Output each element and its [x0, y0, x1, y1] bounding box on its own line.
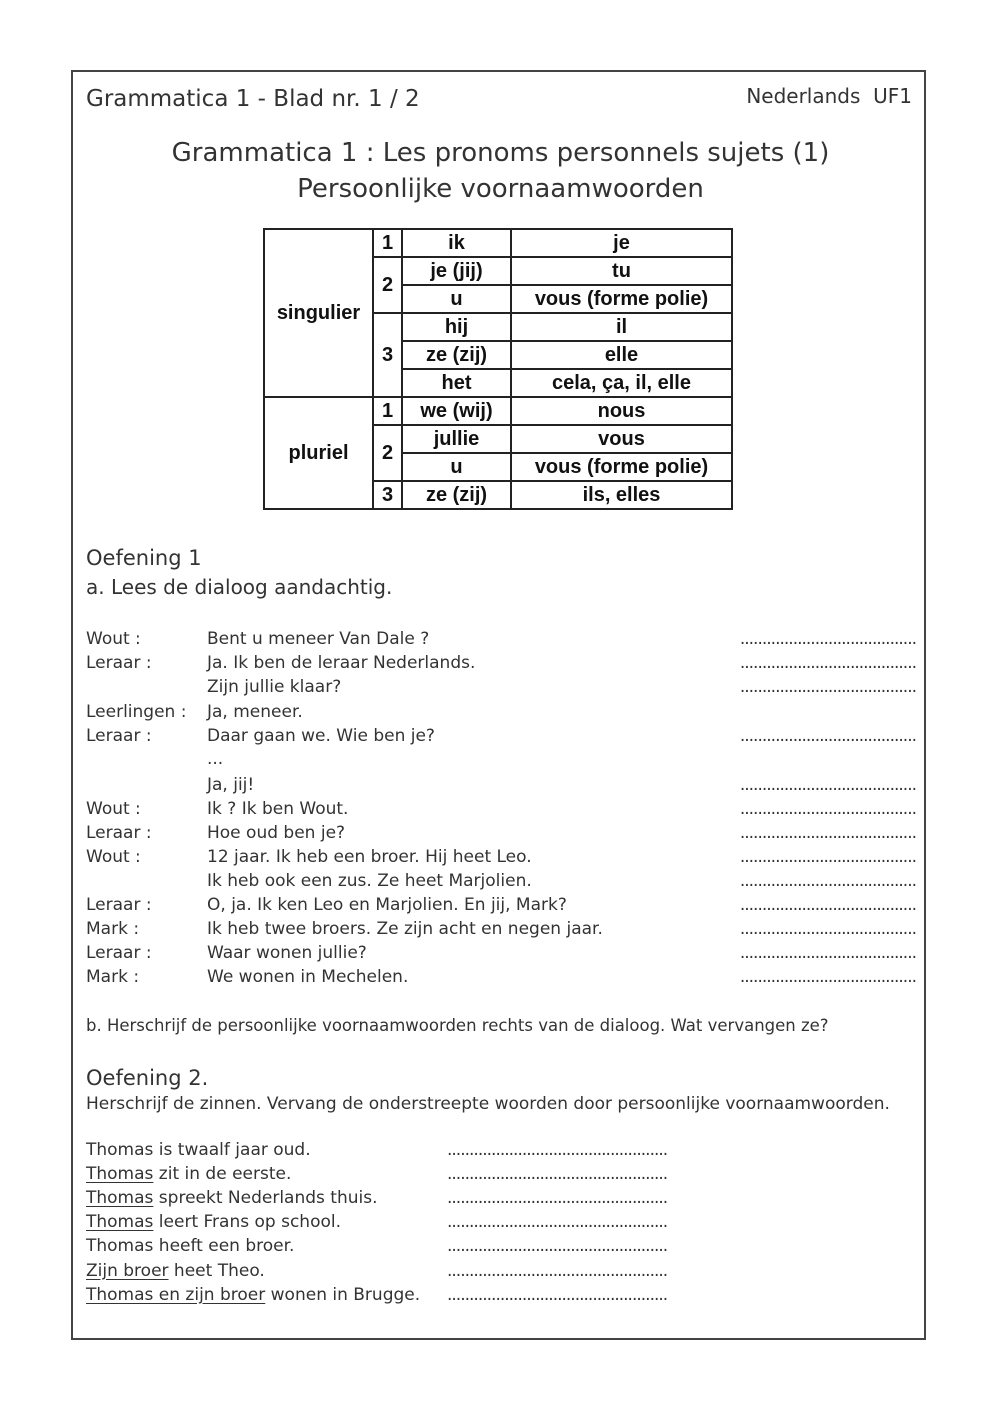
speaker: Leraar : [86, 943, 152, 963]
dialogue-text: Zijn jullie klaar? [207, 677, 342, 697]
dialogue-text: ... [207, 749, 224, 769]
exercise2-title: Oefening 2. [86, 1066, 209, 1090]
answer-blank[interactable]: ........................................ [739, 967, 916, 987]
underlined-words: Thomas [86, 1212, 154, 1232]
dialogue-line [86, 653, 916, 677]
person-cell: 3 [373, 481, 402, 509]
sentence [86, 1188, 378, 1208]
pronoun-table [263, 228, 733, 510]
dialogue-text: Ja, meneer. [207, 702, 303, 722]
french-pronoun-cell: vous [511, 425, 732, 453]
exercise-sentence [86, 1212, 786, 1236]
sentence [86, 1164, 291, 1184]
dutch-pronoun-cell: ik [402, 229, 511, 257]
underlined-words: Thomas [86, 1164, 154, 1184]
answer-blank[interactable]: ........................................ [739, 823, 916, 843]
underlined-words: Thomas en zijn broer [86, 1285, 266, 1305]
dialogue-text: Ja. Ik ben de leraar Nederlands. [207, 653, 476, 673]
dialogue-line [86, 847, 916, 871]
exercise-sentence [86, 1236, 786, 1260]
sentence-rest: heet Theo. [168, 1261, 265, 1281]
speaker: Wout : [86, 847, 141, 867]
speaker: Mark : [86, 919, 140, 939]
answer-blank[interactable]: .................................................. [447, 1261, 668, 1281]
french-pronoun-cell: tu [511, 257, 732, 285]
speaker: Leerlingen : [86, 702, 187, 722]
speaker: Wout : [86, 799, 141, 819]
person-cell: 2 [373, 425, 402, 481]
answer-blank[interactable]: ........................................ [739, 847, 916, 867]
dutch-pronoun-cell: u [402, 285, 511, 313]
dialogue-text: Ik ? Ik ben Wout. [207, 799, 349, 819]
dutch-pronoun-cell: we (wij) [402, 397, 511, 425]
french-pronoun-cell: il [511, 313, 732, 341]
answer-blank[interactable]: ........................................ [739, 799, 916, 819]
dutch-pronoun-cell: je (jij) [402, 257, 511, 285]
dialogue-line [86, 943, 916, 967]
exercise-sentence [86, 1188, 786, 1212]
dialogue-line [86, 726, 916, 750]
dialogue-text: We wonen in Mechelen. [207, 967, 409, 987]
dialogue-line [86, 895, 916, 919]
answer-blank[interactable]: ........................................ [739, 919, 916, 939]
person-cell: 1 [373, 229, 402, 257]
dialogue-line [86, 702, 916, 726]
dialogue-text: Bent u meneer Van Dale ? [207, 629, 430, 649]
sentence-rest: Thomas is twaalf jaar oud. [86, 1140, 311, 1160]
exercise-sentence [86, 1140, 786, 1164]
exercise-sentence [86, 1164, 786, 1188]
french-pronoun-cell: ils, elles [511, 481, 732, 509]
dutch-pronoun-cell: het [402, 369, 511, 397]
course-label: Nederlands UF1 [746, 84, 912, 108]
sentence-rest: Thomas heeft een broer. [86, 1236, 295, 1256]
answer-blank[interactable]: .................................................. [447, 1140, 668, 1160]
dialogue-text: 12 jaar. Ik heb een broer. Hij heet Leo. [207, 847, 532, 867]
french-pronoun-cell: elle [511, 341, 732, 369]
dialogue-text: Waar wonen jullie? [207, 943, 367, 963]
speaker: Wout : [86, 629, 141, 649]
exercise-sentence [86, 1285, 786, 1309]
sentence [86, 1212, 341, 1232]
person-cell: 1 [373, 397, 402, 425]
worksheet-page [71, 70, 926, 1340]
answer-blank[interactable]: .................................................. [447, 1188, 668, 1208]
answer-blank[interactable]: ........................................ [739, 629, 916, 649]
speaker: Leraar : [86, 895, 152, 915]
dutch-pronoun-cell: ze (zij) [402, 481, 511, 509]
answer-blank[interactable]: .................................................. [447, 1285, 668, 1305]
french-pronoun-cell: vous (forme polie) [511, 285, 732, 313]
answer-blank[interactable]: ........................................ [739, 895, 916, 915]
speaker: Leraar : [86, 823, 152, 843]
dutch-pronoun-cell: jullie [402, 425, 511, 453]
dialogue-line [86, 799, 916, 823]
answer-blank[interactable]: ........................................ [739, 943, 916, 963]
table-row [264, 397, 732, 425]
dialogue-line [86, 775, 916, 799]
dialogue-line [86, 749, 916, 773]
dialogue-line [86, 967, 916, 991]
dialogue-line [86, 629, 916, 653]
french-pronoun-cell: nous [511, 397, 732, 425]
exercise-sentence [86, 1261, 786, 1285]
underlined-words: Thomas [86, 1188, 154, 1208]
dialogue-text: Ik heb ook een zus. Ze heet Marjolien. [207, 871, 532, 891]
table-row [264, 229, 732, 257]
dialogue-text: Hoe oud ben je? [207, 823, 346, 843]
exercise1-instruction-a: a. Lees de dialoog aandachtig. [86, 575, 393, 599]
dialogue-text: Ik heb twee broers. Ze zijn acht en negen jaar. [207, 919, 603, 939]
person-cell: 2 [373, 257, 402, 313]
answer-blank[interactable]: .................................................. [447, 1164, 668, 1184]
sentence-rest: spreekt Nederlands thuis. [153, 1188, 378, 1208]
exercise1-instruction-b: b. Herschrijf de persoonlijke voornaamwoorden rechts van de dialoog. Wat vervangen ze? [86, 1016, 829, 1035]
underlined-words: Zijn broer [86, 1261, 169, 1281]
sentence [86, 1285, 420, 1305]
dialogue-text: O, ja. Ik ken Leo en Marjolien. En jij, Mark? [207, 895, 567, 915]
answer-blank[interactable]: ........................................ [739, 677, 916, 697]
speaker: Leraar : [86, 726, 152, 746]
answer-blank[interactable]: ........................................ [739, 775, 916, 795]
sentence [86, 1140, 311, 1160]
plural-label: pluriel [264, 397, 373, 509]
dutch-pronoun-cell: ze (zij) [402, 341, 511, 369]
page-subtitle: Persoonlijke voornaamwoorden [297, 174, 704, 204]
dialogue-text: Daar gaan we. Wie ben je? [207, 726, 435, 746]
answer-blank[interactable]: .................................................. [447, 1212, 668, 1232]
speaker: Mark : [86, 967, 140, 987]
answer-blank[interactable]: ........................................ [739, 726, 916, 746]
page-title: Grammatica 1 : Les pronoms personnels sujets (1) [171, 138, 830, 168]
answer-blank[interactable]: .................................................. [447, 1236, 668, 1256]
dialogue-line [86, 823, 916, 847]
dialogue-text: Ja, jij! [207, 775, 255, 795]
person-cell: 3 [373, 313, 402, 397]
french-pronoun-cell: cela, ça, il, elle [511, 369, 732, 397]
answer-blank[interactable]: ........................................ [739, 653, 916, 673]
exercise1-title: Oefening 1 [86, 546, 202, 570]
sentence-rest: leert Frans op school. [153, 1212, 341, 1232]
french-pronoun-cell: je [511, 229, 732, 257]
dutch-pronoun-cell: hij [402, 313, 511, 341]
french-pronoun-cell: vous (forme polie) [511, 453, 732, 481]
sentence [86, 1236, 294, 1256]
dialogue-line [86, 919, 916, 943]
singular-label: singulier [264, 229, 373, 397]
sheet-label: Grammatica 1 - Blad nr. 1 / 2 [86, 86, 420, 112]
answer-blank[interactable]: ........................................ [739, 871, 916, 891]
sentence-rest: zit in de eerste. [153, 1164, 292, 1184]
sentence [86, 1261, 265, 1281]
sentence-rest: wonen in Brugge. [265, 1285, 421, 1305]
dialogue-line [86, 871, 916, 895]
dutch-pronoun-cell: u [402, 453, 511, 481]
exercise2-instruction: Herschrijf de zinnen. Vervang de onderstreepte woorden door persoonlijke voornaamwoorden. [86, 1094, 890, 1114]
dialogue-line [86, 677, 916, 701]
speaker: Leraar : [86, 653, 152, 673]
